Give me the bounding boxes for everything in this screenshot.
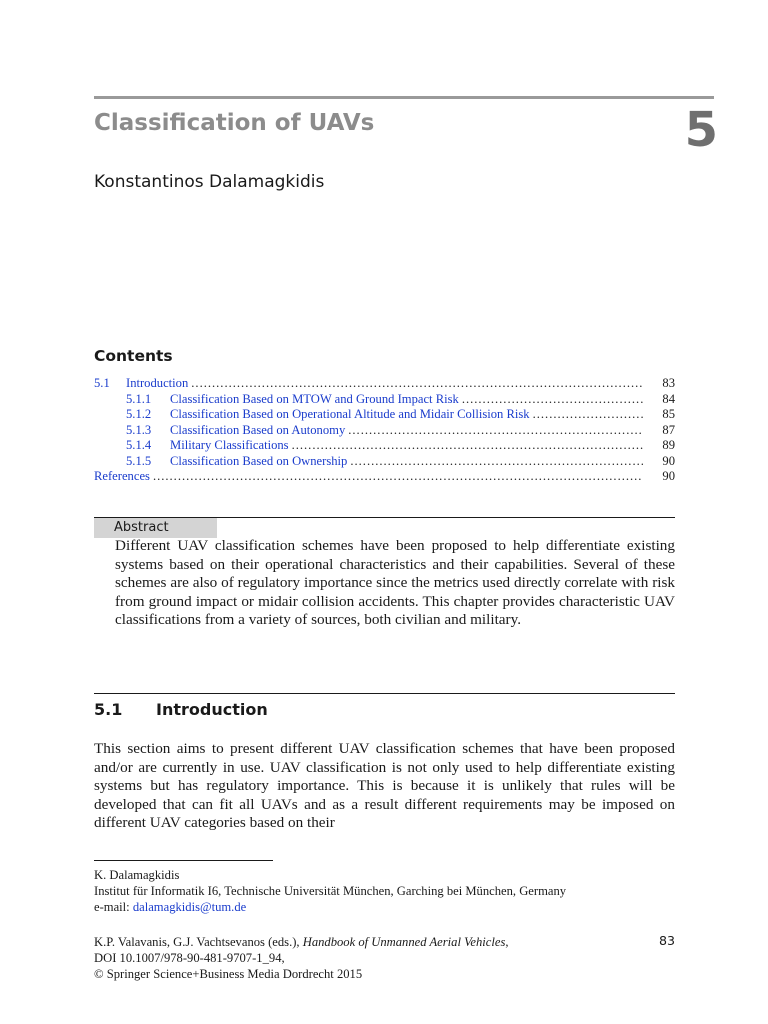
- citation-editors-line: [94, 934, 694, 950]
- citation-editors: K.P. Valavanis, G.J. Vachtsevanos (eds.),: [94, 935, 303, 949]
- toc-leader-dots: [533, 407, 643, 423]
- section-body-text: This section aims to present different UAV classification schemes that have been proposed and/or are currently in use. UAV classification is not only used to help differentiate existing systems but has regulatory importance. This is because it is unlikely that rules will be developed that can fit all UAVs and as a result different requirements may be imposed on different UAV categories based on their: [94, 740, 675, 832]
- toc-page: 90: [662, 469, 675, 483]
- toc-number: 5.1.3: [126, 422, 152, 437]
- section-number: 5.1: [94, 700, 123, 719]
- toc-link-introduction[interactable]: [94, 376, 643, 392]
- section-heading: [94, 700, 268, 719]
- toc-entry: [94, 454, 675, 470]
- toc-leader-dots: [350, 454, 643, 470]
- toc-link-military[interactable]: [126, 438, 643, 454]
- toc-title: Introduction: [126, 376, 189, 390]
- toc-page: 83: [662, 376, 675, 390]
- toc-entry: [94, 438, 675, 454]
- toc-number: 5.1.2: [126, 407, 152, 421]
- toc-number: 5.1: [94, 376, 110, 390]
- toc-leader-dots: [462, 392, 643, 408]
- footnote-email-line: [94, 899, 694, 915]
- footnote-affiliation: Institut für Informatik I6, Technische Universität München, Garching bei München, Germany: [94, 884, 567, 898]
- email-link[interactable]: dalamagkidis@tum.de: [132, 900, 247, 914]
- toc-link-autonomy[interactable]: [126, 423, 643, 439]
- toc-link-references[interactable]: [94, 469, 643, 485]
- toc-page: 84: [662, 391, 675, 406]
- toc-entry: [94, 469, 675, 485]
- toc-title: Classification Based on MTOW and Ground Impact Risk: [170, 391, 459, 406]
- toc-link-ownership[interactable]: [126, 454, 643, 470]
- toc-link-mtow[interactable]: [126, 392, 643, 408]
- toc-page: 89: [662, 438, 675, 452]
- contents-heading: Contents: [94, 347, 173, 365]
- toc-title: References: [94, 469, 150, 483]
- chapter-top-rule: [94, 96, 714, 99]
- abstract-text: Different UAV classification schemes have been proposed to help differentiate existing systems based on their operational characteristics and their capabilities. Several of these schemes are also of regulatory importance since the metrics used directly correlate with risk from ground impact or midair collision accidents. This chapter provides characteristic UAV classifications from a variety of sources, both civilian and military.: [115, 537, 675, 629]
- toc-page: 87: [662, 422, 675, 437]
- toc-title: Classification Based on Autonomy: [170, 422, 346, 437]
- toc-leader-dots: [292, 438, 643, 454]
- toc-leader-dots: [191, 376, 643, 392]
- toc-entry: [94, 423, 675, 439]
- toc-title: Classification Based on Ownership: [170, 453, 348, 468]
- toc-leader-dots: [153, 469, 643, 485]
- chapter-number: 5: [684, 102, 718, 158]
- citation-copyright: © Springer Science+Business Media Dordrecht 2015: [94, 967, 363, 981]
- toc-number: 5.1.5: [126, 453, 152, 468]
- email-label: e-mail:: [94, 900, 133, 914]
- toc-entry: [94, 392, 675, 408]
- toc-number: 5.1.4: [126, 438, 152, 452]
- citation-book-suffix: ,: [505, 935, 509, 949]
- toc-number: 5.1.1: [126, 391, 152, 406]
- page-number: 83: [658, 933, 675, 948]
- table-of-contents: [94, 376, 675, 485]
- chapter-title: Classification of UAVs: [94, 110, 375, 136]
- footnote-rule: [94, 860, 273, 861]
- toc-entry: [94, 407, 675, 423]
- toc-page: 85: [662, 407, 675, 421]
- abstract-label: Abstract: [94, 518, 217, 538]
- section-rule: [94, 693, 675, 694]
- chapter-author: Konstantinos Dalamagkidis: [94, 172, 325, 192]
- footnote-author-name: K. Dalamagkidis: [94, 868, 180, 882]
- toc-entry: [94, 376, 675, 392]
- toc-title: Classification Based on Operational Altitude and Midair Collision Risk: [170, 407, 530, 421]
- toc-leader-dots: [348, 423, 643, 439]
- citation: [94, 934, 694, 982]
- toc-title: Military Classifications: [170, 438, 289, 452]
- toc-link-altitude[interactable]: [126, 407, 643, 423]
- toc-page: 90: [662, 453, 675, 468]
- author-footnote: [94, 867, 694, 915]
- section-title: Introduction: [156, 700, 268, 719]
- citation-doi: DOI 10.1007/978-90-481-9707-1_94,: [94, 951, 285, 965]
- citation-book-title: Handbook of Unmanned Aerial Vehicles: [302, 935, 506, 949]
